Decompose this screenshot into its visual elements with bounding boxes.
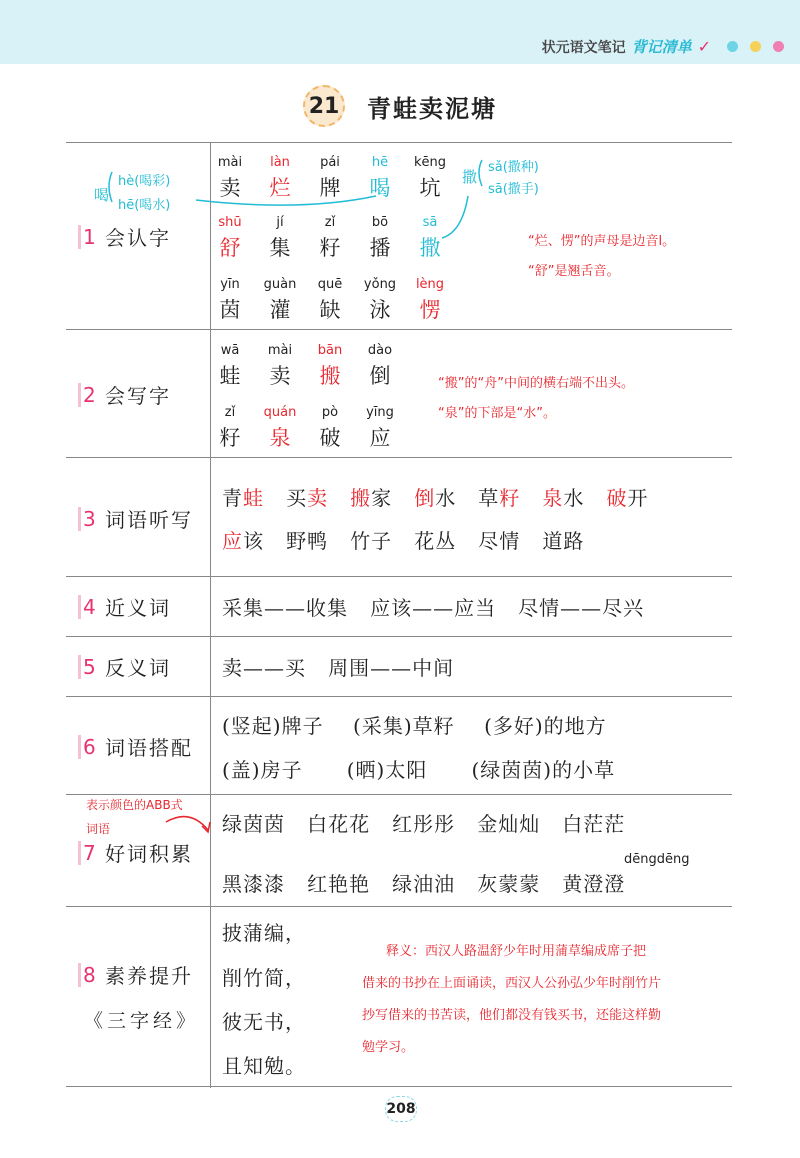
verse-line-1: 披蒲编， (222, 921, 306, 945)
page-number: 208 (385, 1096, 417, 1122)
dictation-segment: 破 (606, 486, 628, 510)
connector-line (442, 196, 468, 238)
hanzi: 搬 (319, 364, 341, 388)
pinyin: zǐ (324, 215, 336, 230)
section-title: 会写字 (105, 384, 171, 408)
pinyin: dào (367, 343, 393, 358)
verse-line-3: 彼无书， (222, 1010, 306, 1034)
pinyin: mài (267, 343, 293, 358)
hanzi: 播 (369, 236, 391, 260)
section-title: 会认字 (105, 226, 171, 250)
pinyin: yīng (366, 405, 394, 420)
hanzi: 缺 (319, 298, 341, 322)
verse-line-2: 削竹简， (222, 966, 306, 990)
lesson-number-badge: 21 (303, 85, 345, 127)
connector-line (196, 196, 376, 205)
dictation-segment: 青 (222, 486, 243, 510)
hanzi: 应 (369, 426, 391, 450)
pinyin: bān (317, 343, 343, 358)
pinyin: guàn (263, 277, 297, 292)
section-title: 好词积累 (105, 842, 193, 866)
section-number: 1 (78, 225, 101, 249)
antonyms-line: 卖——买 周围——中间 (222, 656, 455, 680)
classic-source: 《三字经》 (84, 1010, 200, 1032)
pinyin: làn (270, 155, 290, 170)
section-1-note-2: “舒”是翘舌音。 (528, 264, 620, 279)
brace-icon (479, 160, 482, 186)
pinyin: lèng (415, 277, 445, 292)
pinyin: yīn (220, 277, 240, 292)
pinyin: bō (371, 215, 389, 230)
pinyin: quán (263, 405, 297, 420)
section-number: 3 (78, 507, 101, 531)
explanation-line-2: 借来的书抄在上面诵读，西汉人公孙弘少年时削竹片 (362, 976, 662, 991)
hanzi: 卖 (219, 176, 241, 200)
polyphone-sa-1: sǎ(撒种) (488, 160, 539, 175)
hanzi: 愣 (419, 298, 441, 322)
polyphone-sa-char: 撒 (462, 168, 478, 186)
hanzi: 烂 (269, 176, 291, 200)
hanzi: 籽 (319, 236, 341, 260)
pinyin: hē (371, 155, 389, 170)
dictation-segment: 水 草 (435, 486, 500, 510)
hanzi: 泉 (269, 426, 291, 450)
pinyin: zǐ (224, 405, 236, 420)
explanation-line-4: 勉学习。 (362, 1040, 415, 1055)
dictation-segment: 泉 (542, 486, 564, 510)
dictation-segment: 籽 (499, 486, 521, 510)
section-number: 7 (78, 841, 101, 865)
dictation-segment: 蛙 (243, 486, 264, 510)
section-number: 8 (78, 963, 101, 987)
lesson-title: 青蛙卖泥塘 (367, 94, 497, 123)
pinyin: pò (321, 405, 339, 420)
section-title: 素养提升 (105, 964, 193, 988)
arrow-line (166, 817, 208, 830)
section-title: 反义词 (105, 656, 171, 680)
abb-annotation-1: 表示颜色的ABB式 (86, 798, 183, 812)
section-number: 5 (78, 655, 101, 679)
dictation-segment: 搬 (350, 486, 372, 510)
good-words-line-1: 绿茵茵 白花花 红彤彤 金灿灿 白茫茫 (222, 812, 626, 836)
book-name: 状元语文笔记 (541, 39, 626, 56)
verse-line-4: 且知勉。 (222, 1054, 306, 1078)
section-2-note-1: “搬”的“舟”中间的横右端不出头。 (438, 376, 634, 391)
good-words-line-2: 黑漆漆 红艳艳 绿油油 灰蒙蒙 黄澄澄 (222, 872, 626, 896)
section-number: 6 (78, 735, 101, 759)
pinyin: yǒng (363, 277, 397, 292)
pinyin: jí (276, 215, 284, 230)
polyphone-he-1: hè(喝彩) (118, 174, 171, 189)
dictation-segment: 家 (371, 486, 415, 510)
dictation-segment: 卖 (307, 486, 329, 510)
dictation-segment: 水 (563, 486, 607, 510)
hanzi: 喝 (369, 176, 391, 200)
abb-annotation-2: 词语 (86, 822, 111, 836)
dictation-segment: 倒 (414, 486, 436, 510)
explanation-line-1: 释义：西汉人路温舒少年时用蒲草编成席子把 (386, 944, 647, 959)
explanation-line-3: 抄写借来的书苦读，他们都没有钱买书，还能这样勤 (362, 1008, 662, 1023)
series-name: 背记清单 (631, 38, 692, 56)
section-number: 2 (78, 383, 101, 407)
section-2-note-2: “泉”的下部是“水”。 (438, 406, 556, 421)
synonyms-line: 采集——收集 应该——应当 尽情——尽兴 (222, 596, 645, 620)
section-1-note-1: “烂、愣”的声母是边音l。 (528, 234, 676, 249)
collocation-line-1: (竖起)牌子 (采集)草籽 (多好)的地方 (222, 714, 607, 738)
collocation-line-2: (盖)房子 (晒)太阳 (绿茵茵)的小草 (222, 758, 616, 782)
pinyin-dengdeng: dēngdēng (624, 852, 690, 867)
section-title: 词语搭配 (105, 736, 193, 760)
dictation-segment: 应 (222, 529, 243, 553)
dictation-segment: 该 野鸭 竹子 花丛 尽情 道路 (243, 529, 585, 553)
hanzi: 泳 (369, 298, 391, 322)
hanzi: 集 (269, 236, 291, 260)
section-number: 4 (78, 595, 101, 619)
hanzi: 坑 (419, 176, 441, 200)
hanzi: 蛙 (219, 364, 241, 388)
hanzi: 倒 (369, 364, 391, 388)
pinyin: quē (317, 277, 343, 292)
hanzi: 灌 (269, 298, 291, 322)
pinyin: wā (220, 343, 240, 358)
brace-icon (109, 172, 112, 202)
polyphone-sa-2: sā(撒手) (488, 182, 539, 197)
hanzi: 舒 (219, 236, 241, 260)
polyphone-he-2: hē(喝水) (118, 198, 171, 213)
pinyin: shū (218, 215, 242, 230)
polyphone-he-char: 喝 (94, 186, 110, 204)
pinyin: pái (320, 155, 340, 170)
check-icon: ✓ (697, 37, 711, 56)
section-title: 近义词 (105, 596, 171, 620)
hanzi: 牌 (319, 176, 341, 200)
hanzi: 茵 (219, 298, 241, 322)
hanzi: 破 (319, 426, 341, 450)
dictation-segment: 买 (264, 486, 308, 510)
pinyin: kēng (413, 155, 447, 170)
dictation-segment: 开 (627, 486, 649, 510)
hanzi: 撒 (419, 236, 441, 260)
pinyin: sā (422, 215, 438, 230)
pinyin: mài (217, 155, 243, 170)
hanzi: 籽 (219, 426, 241, 450)
hanzi: 卖 (269, 364, 291, 388)
section-title: 词语听写 (105, 508, 193, 532)
